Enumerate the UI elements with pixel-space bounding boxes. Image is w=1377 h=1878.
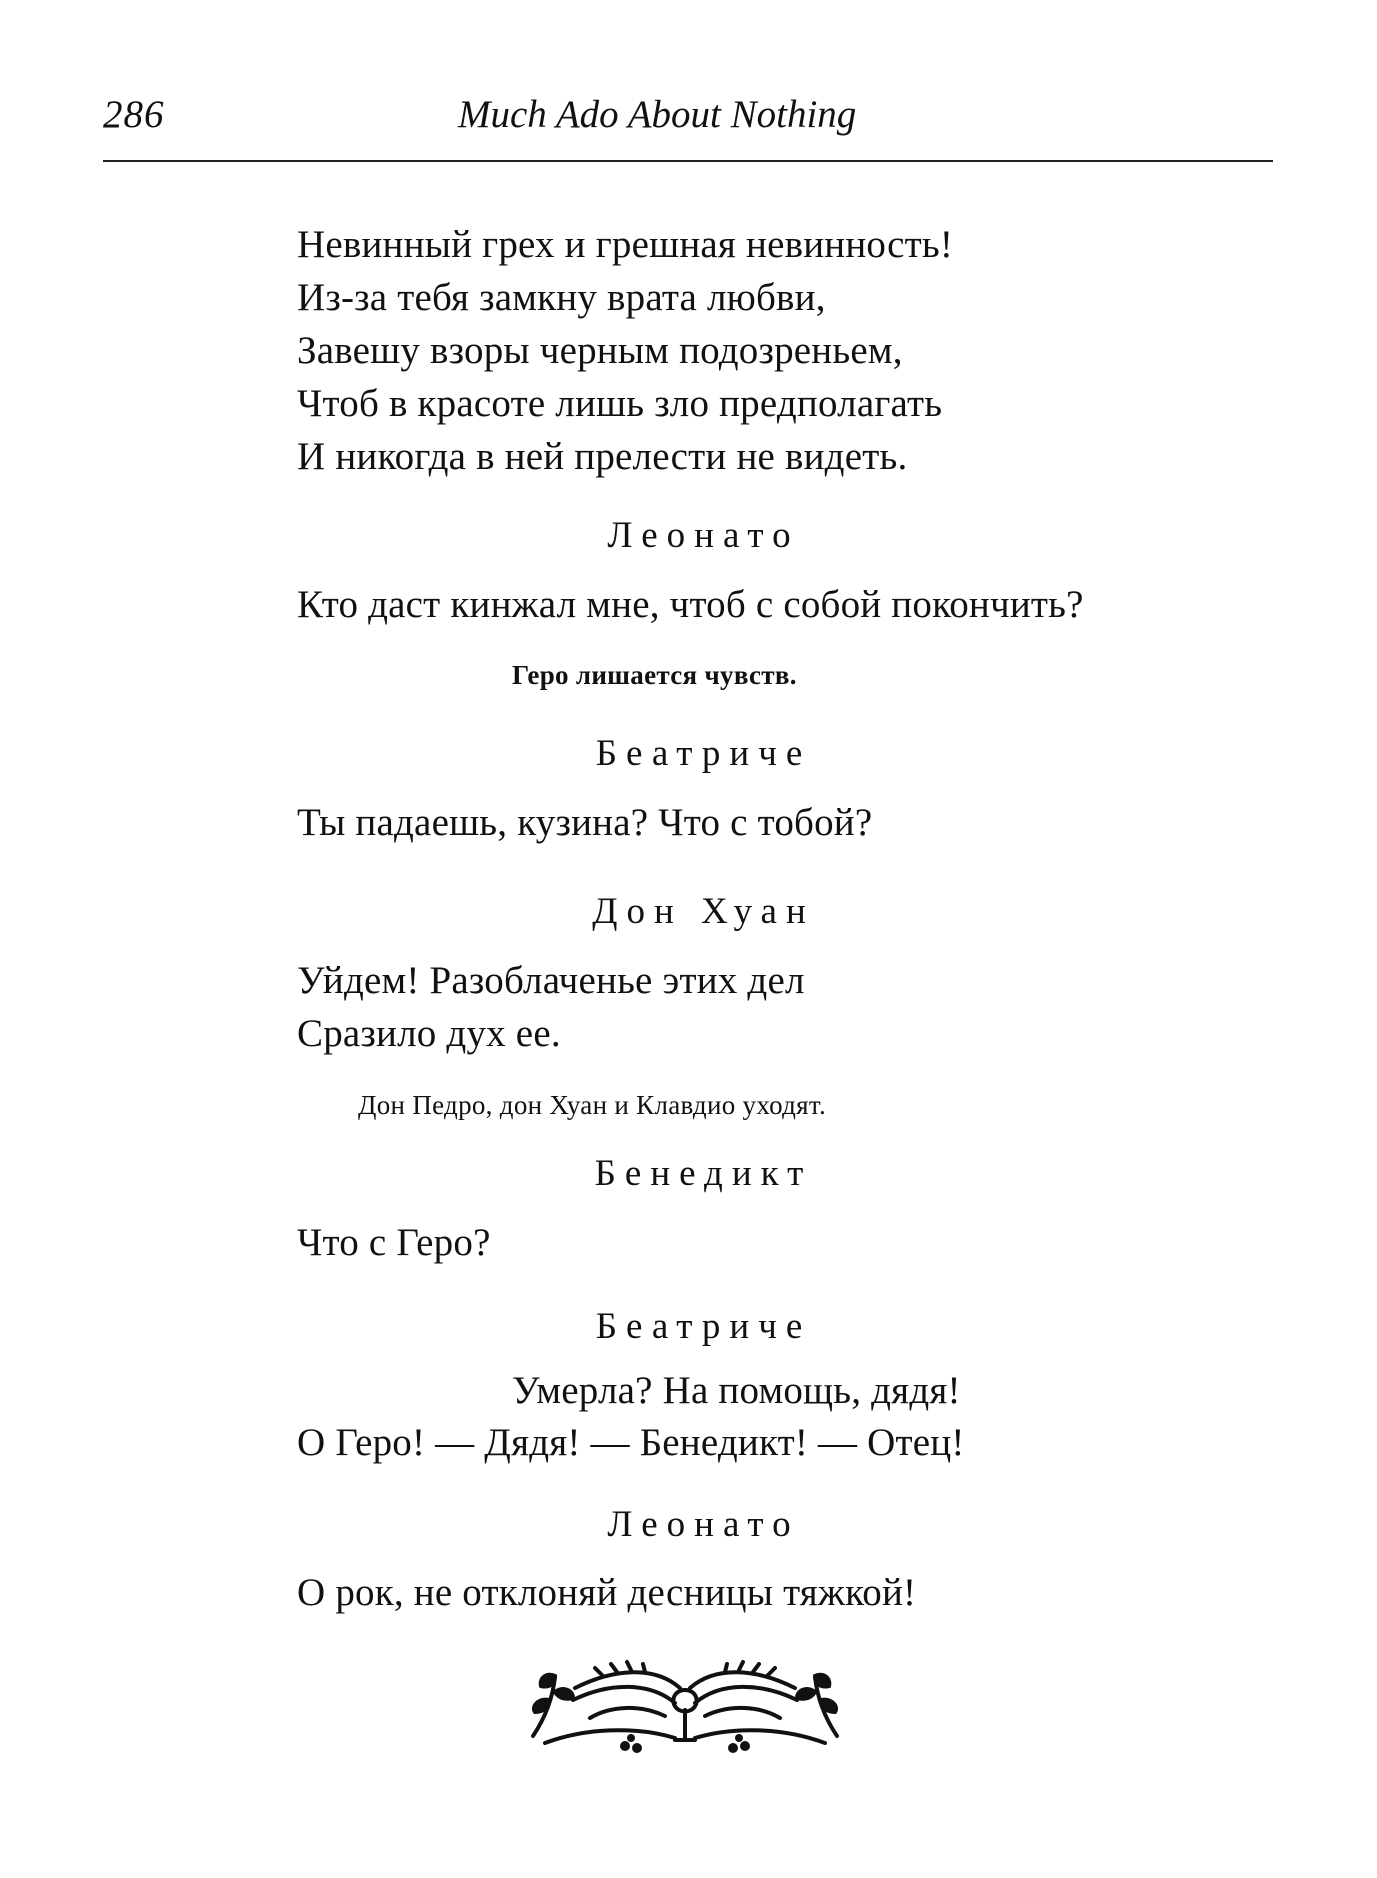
stage-direction: Геро лишается чувств. [512, 660, 797, 690]
floral-tailpiece-ornament-icon [515, 1648, 855, 1758]
running-title: Much Ado About Nothing [458, 93, 857, 136]
speaker-name: Беатриче [595, 1306, 812, 1347]
verse-line: О рок, не отклоняй десницы тяжкой! [297, 1571, 917, 1614]
stage-direction: Дон Педро, дон Хуан и Клавдио уходят. [358, 1090, 827, 1120]
verse-line: Кто даст кинжал мне, чтоб с собой покончить? [297, 583, 1084, 626]
speaker-name: Бенедикт [594, 1153, 813, 1194]
speaker-name: Леонато [607, 515, 800, 556]
verse-line: О Геро! — Дядя! — Бенедикт! — Отец! [297, 1421, 965, 1464]
verse-line: И никогда в ней прелести не видеть. [297, 435, 908, 478]
verse-line: Завешу взоры черным подозреньем, [297, 329, 903, 372]
speaker-name: Дон Хуан [592, 891, 815, 932]
verse-line: Невинный грех и грешная невинность! [297, 223, 954, 266]
verse-line: Чтоб в красоте лишь зло предполагать [297, 382, 943, 425]
verse-line: Из-за тебя замкну врата любви, [297, 276, 826, 319]
verse-line: Что с Геро? [297, 1221, 491, 1264]
page-number: 286 [103, 93, 165, 136]
speaker-name: Леонато [607, 1504, 800, 1545]
verse-line: Ты падаешь, кузина? Что с тобой? [297, 801, 873, 844]
running-header [103, 92, 1273, 152]
speaker-name: Беатриче [595, 733, 812, 774]
verse-line: Сразило дух ее. [297, 1012, 561, 1055]
verse-line: Умерла? На помощь, дядя! [512, 1369, 961, 1412]
header-rule [103, 160, 1273, 162]
verse-line: Уйдем! Разоблаченье этих дел [297, 959, 805, 1002]
